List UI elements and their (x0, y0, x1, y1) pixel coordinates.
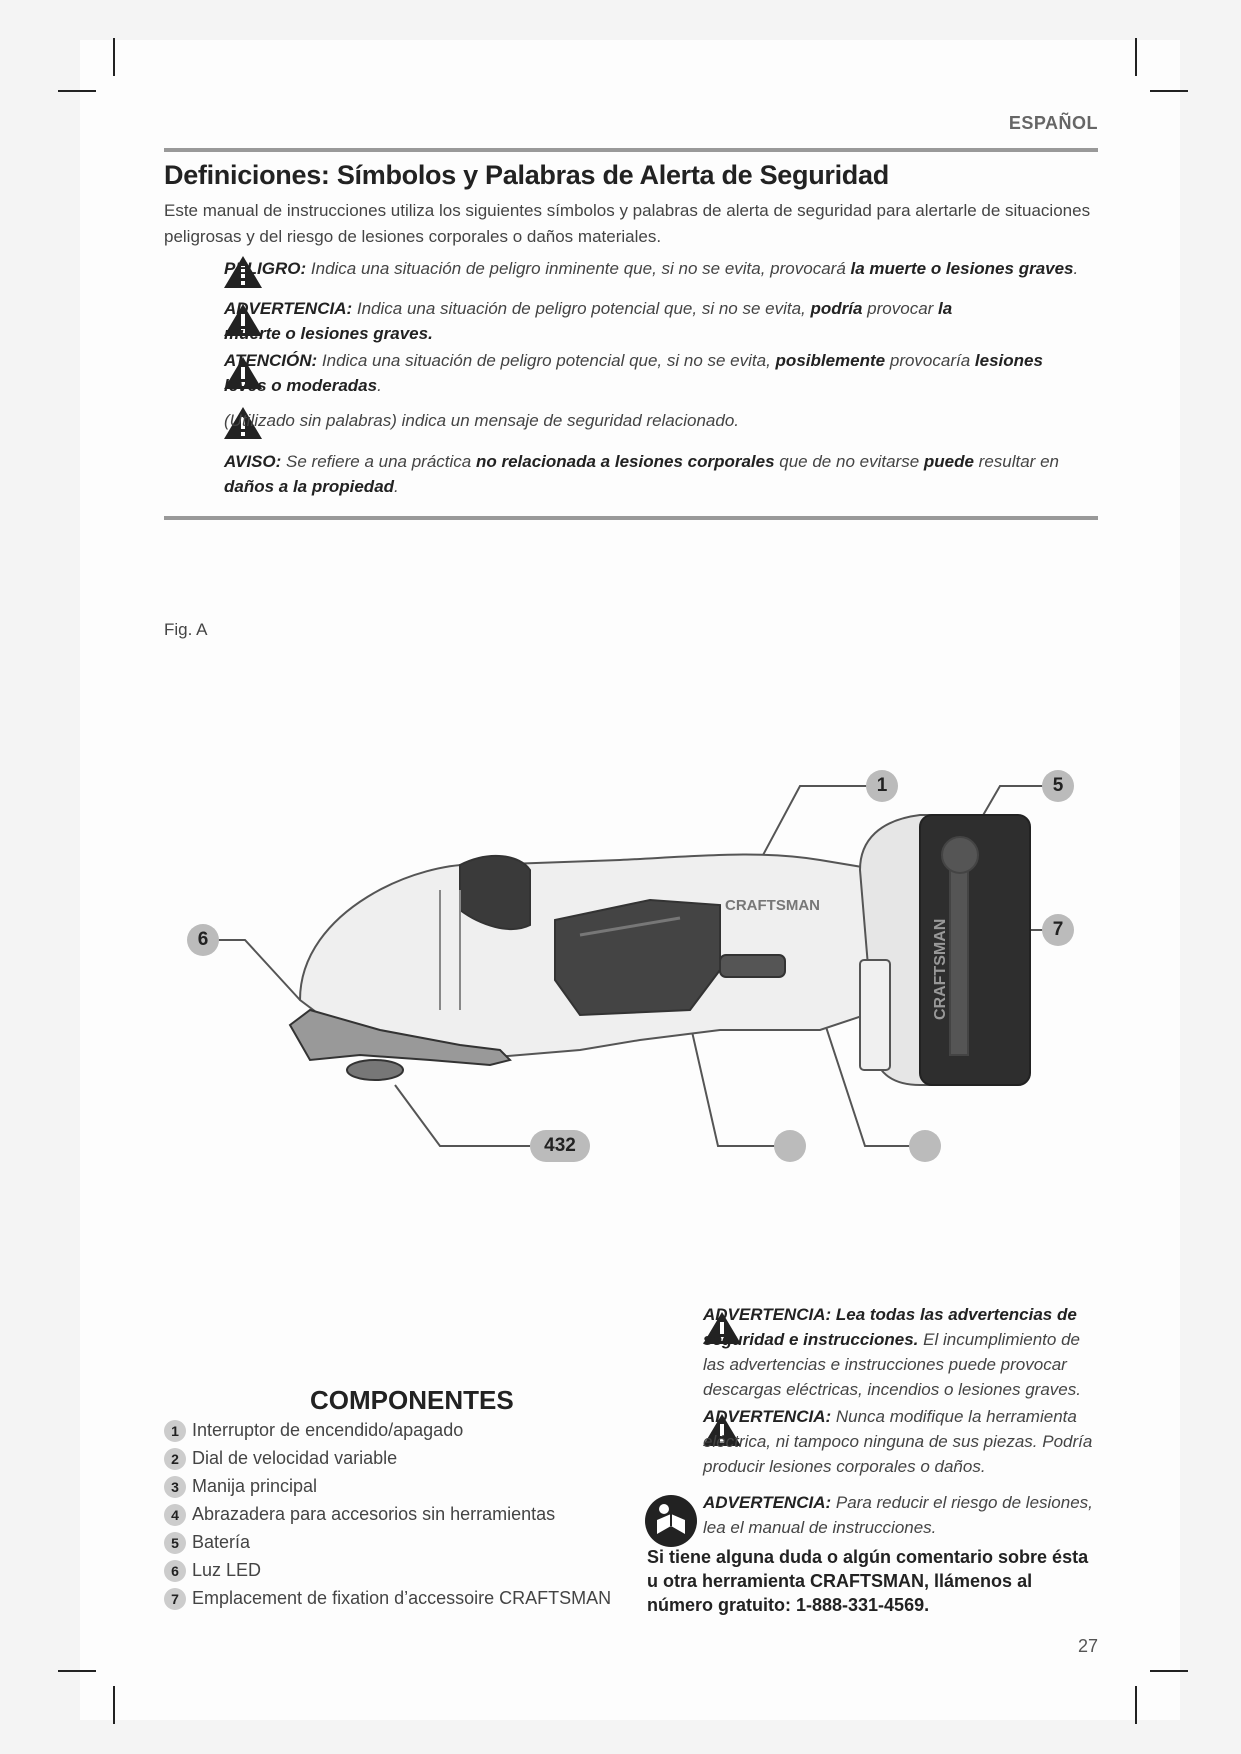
crop-mark (1135, 38, 1137, 76)
definition-advertencia: ADVERTENCIA: Indica una situación de peligro potencial que, si no se evita, podría provocar la muerte o lesiones graves. (224, 299, 953, 343)
crop-mark (113, 1686, 115, 1724)
callout-5: 5 (1042, 770, 1074, 802)
callout-4-3-2: 432 (530, 1130, 590, 1162)
page-number: 27 (1077, 1636, 1098, 1656)
component-item: 2 Dial de velocidad variable (164, 1448, 397, 1470)
component-item: 1 Interruptor de encendido/apagado (164, 1420, 463, 1442)
tool-brand-text: CRAFTSMAN (725, 897, 820, 914)
definition-aviso: AVISO: Se refiere a una práctica no relacionada a lesiones corporales que de no evitarse puede resultar en daños a la propiedad. (224, 452, 1059, 496)
tool-illustration (160, 760, 1120, 1180)
top-rule (164, 148, 1098, 152)
contact-info: Si tiene alguna duda o algún comentario sobre ésta u otra herramienta CRAFTSMAN, llámenos al número gratuito: 1-888-331-4569. (647, 1547, 1089, 1615)
callout-blank (774, 1130, 806, 1162)
component-item: 5 Batería (164, 1532, 250, 1554)
read-manual-icon (644, 1494, 698, 1548)
warning-no-modify: ADVERTENCIA: Nunca modifique la herramienta eléctrica, ni tampoco ninguna de sus piezas. Podría producir lesiones corporales o daños. (703, 1407, 1093, 1476)
component-item: 6 Luz LED (164, 1560, 261, 1582)
definition-peligro: PELIGRO: Indica una situación de peligro inminente que, si no se evita, provocará la muerte o lesiones graves. (224, 259, 1079, 278)
crop-mark (1135, 1686, 1137, 1724)
callout-6: 6 (187, 924, 219, 956)
figure-label: Fig. A (164, 620, 208, 639)
crop-mark (1150, 90, 1188, 92)
language-label: ESPAÑOL (1008, 113, 1098, 133)
component-item: 7 Emplacement de fixation d’accessoire CRAFTSMAN (164, 1588, 611, 1610)
callout-blank (909, 1130, 941, 1162)
crop-mark (58, 90, 96, 92)
definition-atencion: ATENCIÓN: Indica una situación de peligro potencial que, si no se evita, posiblemente provocaría lesiones leves o moderadas. (224, 351, 1043, 395)
intro-paragraph: Este manual de instrucciones utiliza los siguientes símbolos y palabras de alerta de seguridad para alertarle de situaciones peligrosas y del riesgo de lesiones corporales o daños materiales. (164, 201, 1091, 246)
bottom-rule (164, 516, 1098, 520)
component-item: 3 Manija principal (164, 1476, 317, 1498)
battery-brand-text: CRAFTSMAN (932, 918, 949, 1020)
callout-1: 1 (866, 770, 898, 802)
warning-read-manual: ADVERTENCIA: Para reducir el riesgo de lesiones, lea el manual de instrucciones. (703, 1493, 1093, 1537)
definition-symbol: (Utilizado sin palabras) indica un mensaje de seguridad relacionado. (224, 411, 740, 430)
crop-mark (58, 1670, 96, 1672)
crop-mark (1150, 1670, 1188, 1672)
component-item: 4 Abrazadera para accesorios sin herramientas (164, 1504, 555, 1526)
warning-read-all: ADVERTENCIA: Lea todas las advertencias de seguridad e instrucciones. El incumplimiento de las advertencias e instrucciones puede provocar descargas eléctricas, incendios o lesiones graves. (703, 1305, 1081, 1399)
page-title: Definiciones: Símbolos y Palabras de Alerta de Seguridad (164, 160, 889, 190)
callout-7: 7 (1042, 914, 1074, 946)
crop-mark (113, 38, 115, 76)
components-title: COMPONENTES (310, 1385, 514, 1415)
